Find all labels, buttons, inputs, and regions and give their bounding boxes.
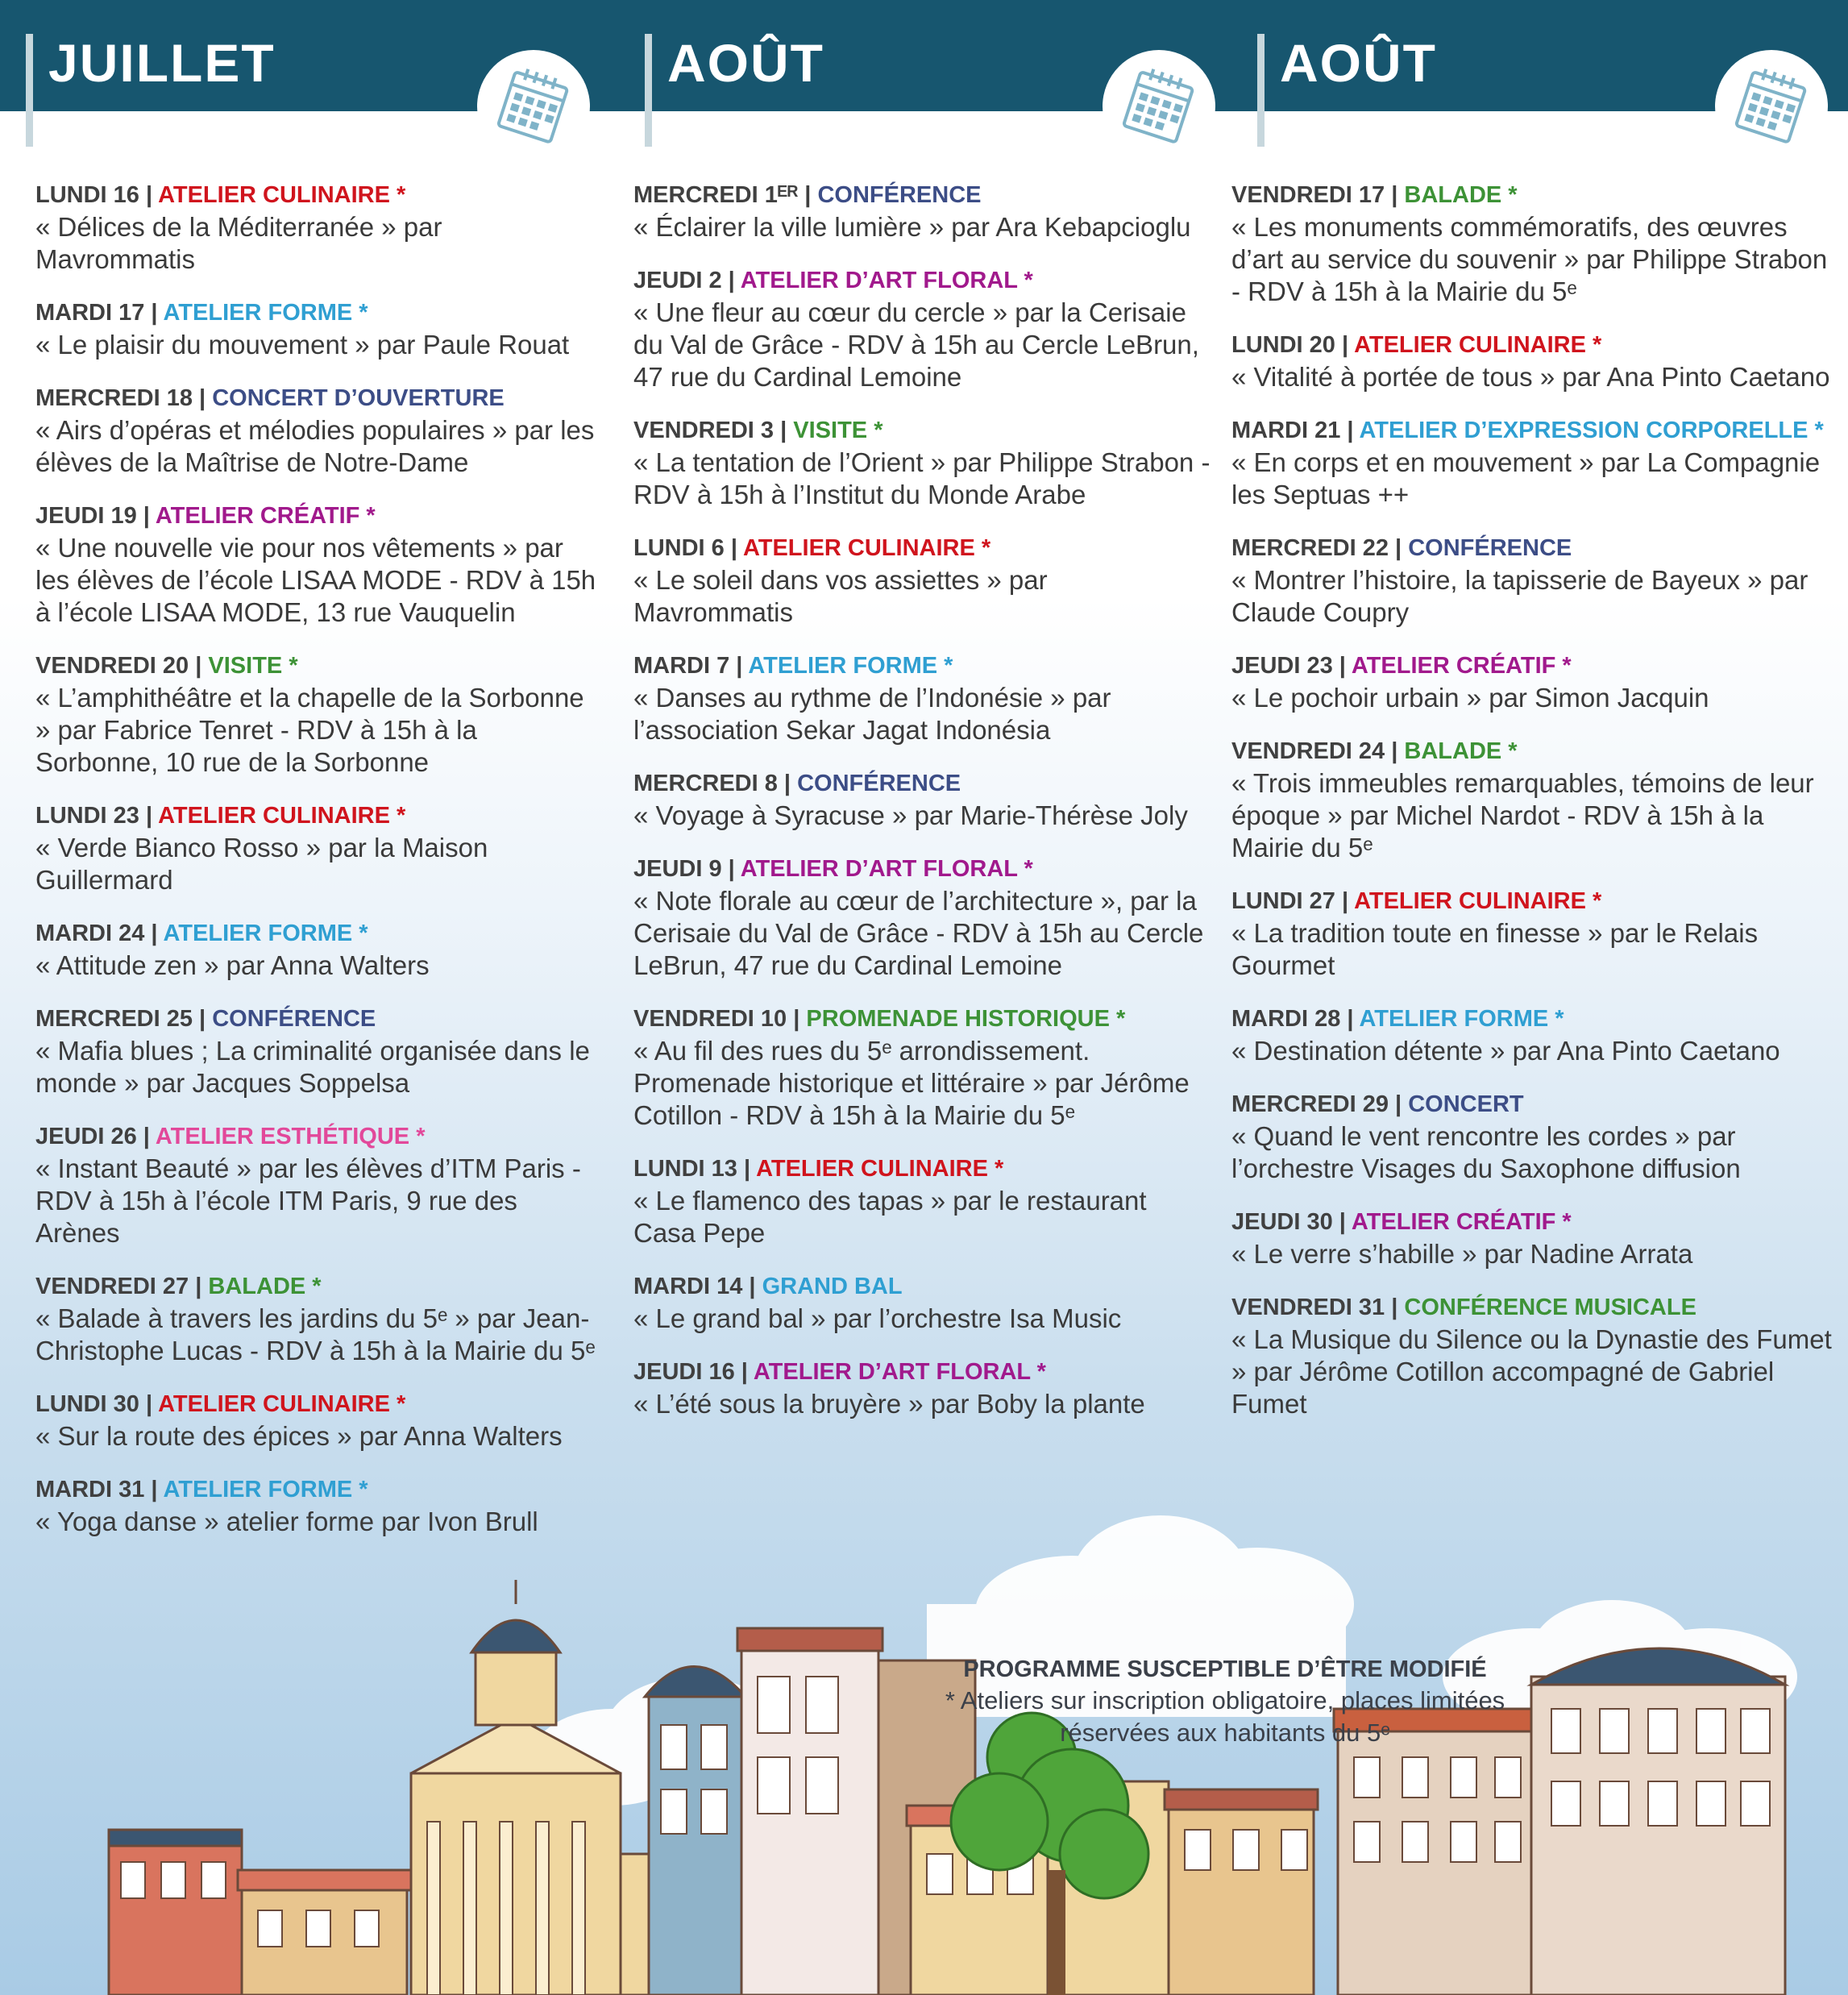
event-day: JEUDI 16 (633, 1359, 735, 1385)
event-description: « Les monuments commémoratifs, des œuvres d’art au service du souvenir » par Philippe Strabon - RDV à 15h à la Mairie du 5ᵉ (1231, 212, 1828, 306)
event-category: ATELIER CULINAIRE * (158, 182, 406, 208)
event-heading (633, 650, 1214, 682)
event-description: « Mafia blues ; La criminalité organisée dans le monde » par Jacques Soppelsa (35, 1036, 590, 1098)
event-day: VENDREDI 31 (1231, 1295, 1385, 1320)
event-description: « Note florale au cœur de l’architecture », par la Cerisaie du Val de Grâce - RDV à 15h au Cercle LeBrun, 47 rue du Cardinal Lemoine (633, 886, 1204, 980)
event-category: PROMENADE HISTORIQUE * (806, 1006, 1126, 1032)
month-header-juillet (26, 0, 590, 149)
separator: | (189, 653, 209, 679)
event-heading (1231, 532, 1836, 564)
event-description: « La tradition toute en finesse » par le Relais Gourmet (1231, 918, 1759, 980)
event-description: « Montrer l’histoire, la tapisserie de Bayeux » par Claude Coupry (1231, 565, 1809, 627)
separator: | (737, 1156, 757, 1182)
month-title: JUILLET (48, 33, 276, 93)
event-category: BALADE * (1404, 182, 1518, 208)
event-description: « La tentation de l’Orient » par Philippe Strabon - RDV à 15h à l’Institut du Monde Arabe (633, 447, 1211, 509)
event-heading (35, 382, 600, 414)
event-heading (35, 650, 600, 682)
event-day: MERCREDI 8 (633, 771, 778, 796)
event-item (35, 1270, 600, 1367)
calendar-icon (477, 50, 590, 163)
event-item (1231, 179, 1836, 308)
event-category: ATELIER CULINAIRE * (1354, 888, 1602, 914)
event-category: CONCERT (1408, 1091, 1524, 1117)
event-category: CONCERT D’OUVERTURE (212, 385, 505, 411)
event-category: ATELIER CRÉATIF * (155, 503, 376, 529)
separator: | (136, 503, 156, 529)
event-description: « Une nouvelle vie pour nos vêtements » par les élèves de l’école LISAA MODE - RDV à 15h à l’école LISAA MODE, 13 rue Vauquelin (35, 533, 596, 627)
event-day: MARDI 31 (35, 1477, 145, 1502)
event-item (35, 1120, 600, 1249)
event-item (633, 264, 1214, 393)
event-item (1231, 1291, 1836, 1420)
event-category: CONFÉRENCE (797, 771, 961, 796)
event-description: « Airs d’opéras et mélodies populaires » par les élèves de la Maîtrise de Notre-Dame (35, 415, 595, 477)
event-description: « Instant Beauté » par les élèves d’ITM Paris - RDV à 15h à l’école ITM Paris, 9 rue des Arènes (35, 1153, 581, 1248)
city-skyline-illustration (0, 1515, 1848, 1995)
separator: | (721, 856, 741, 882)
month-bar (1257, 34, 1265, 147)
month-header-aout-1 (645, 0, 1209, 149)
event-heading (35, 179, 600, 211)
event-day: JEUDI 30 (1231, 1209, 1333, 1235)
event-heading (35, 800, 600, 832)
event-description: « Le plaisir du mouvement » par Paule Rouat (35, 330, 570, 360)
event-day: JEUDI 9 (633, 856, 722, 882)
event-item (35, 179, 600, 276)
event-heading (633, 1356, 1214, 1388)
event-item (1231, 1003, 1836, 1067)
event-category: ATELIER CULINAIRE * (158, 1391, 406, 1417)
event-heading (1231, 735, 1836, 767)
separator: | (1385, 182, 1405, 208)
event-category: ATELIER FORME * (1359, 1006, 1564, 1032)
event-description: « En corps et en mouvement » par La Compagnie les Septuas ++ (1231, 447, 1821, 509)
event-heading (633, 532, 1214, 564)
event-description: « Le verre s’habille » par Nadine Arrata (1231, 1239, 1693, 1269)
separator: | (1335, 888, 1355, 914)
event-description: « Le pochoir urbain » par Simon Jacquin (1231, 683, 1709, 713)
event-day: LUNDI 16 (35, 182, 139, 208)
event-heading (35, 297, 600, 329)
event-heading (35, 917, 600, 950)
separator: | (777, 771, 798, 796)
event-item (35, 800, 600, 896)
event-category: ATELIER CRÉATIF * (1351, 653, 1572, 679)
separator: | (798, 182, 818, 208)
event-day: JEUDI 19 (35, 503, 137, 529)
event-item (1231, 329, 1836, 393)
event-item (633, 1153, 1214, 1249)
separator: | (1332, 653, 1352, 679)
event-category: ATELIER D’ART FLORAL * (740, 268, 1033, 293)
event-category: CONFÉRENCE (817, 182, 982, 208)
event-day: MERCREDI 25 (35, 1006, 193, 1032)
event-heading (35, 1003, 600, 1035)
event-heading (633, 1153, 1214, 1185)
event-day: MARDI 17 (35, 300, 145, 326)
event-day: LUNDI 13 (633, 1156, 737, 1182)
separator: | (189, 1274, 209, 1299)
event-description: « Verde Bianco Rosso » par la Maison Guillermard (35, 833, 488, 895)
separator: | (193, 1006, 213, 1032)
separator: | (1340, 1006, 1360, 1032)
event-heading (1231, 1291, 1836, 1324)
event-heading (633, 179, 1214, 211)
event-description: « Danses au rythme de l’Indonésie » par l’association Sekar Jagat Indonésia (633, 683, 1111, 745)
separator: | (1332, 1209, 1352, 1235)
event-item (35, 917, 600, 982)
event-description: « Délices de la Méditerranée » par Mavrommatis (35, 212, 442, 274)
month-title: AOÛT (1280, 33, 1437, 93)
event-description: « La Musique du Silence ou la Dynastie des Fumet » par Jérôme Cotillon accompagné de Gabriel Fumet (1231, 1324, 1832, 1419)
event-item (1231, 414, 1836, 511)
separator: | (136, 1124, 156, 1149)
event-day: JEUDI 2 (633, 268, 722, 293)
event-day: LUNDI 6 (633, 535, 725, 561)
event-item (633, 650, 1214, 746)
event-item (633, 414, 1214, 511)
event-day: MERCREDI 1ᴱᴿ (633, 182, 799, 208)
event-day: MARDI 21 (1231, 418, 1341, 443)
column-juillet (35, 179, 600, 1559)
event-description: « Le soleil dans vos assiettes » par Mavrommatis (633, 565, 1048, 627)
event-category: ATELIER CULINAIRE * (756, 1156, 1004, 1182)
event-item (1231, 1088, 1836, 1185)
separator: | (1385, 1295, 1405, 1320)
event-item (35, 650, 600, 779)
event-day: VENDREDI 24 (1231, 738, 1385, 764)
event-heading (1231, 1088, 1836, 1120)
event-item (35, 500, 600, 629)
event-description: « L’amphithéâtre et la chapelle de la Sorbonne » par Fabrice Tenret - RDV à 15h à la Sorbonne, 10 rue de la Sorbonne (35, 683, 584, 777)
separator: | (144, 1477, 164, 1502)
event-category: ATELIER FORME * (163, 1477, 368, 1502)
event-category: VISITE * (208, 653, 298, 679)
event-heading (1231, 650, 1836, 682)
event-item (35, 297, 600, 361)
event-day: MARDI 28 (1231, 1006, 1341, 1032)
event-description: « Quand le vent rencontre les cordes » par l’orchestre Visages du Saxophone diffusion (1231, 1121, 1741, 1183)
event-item (633, 179, 1214, 243)
event-description: « Trois immeubles remarquables, témoins de leur époque » par Michel Nardot - RDV à 15h à la Mairie du 5ᵉ (1231, 768, 1814, 862)
event-category: ATELIER CULINAIRE * (1354, 332, 1602, 358)
event-category: VISITE * (793, 418, 883, 443)
event-item (633, 767, 1214, 832)
event-item (633, 853, 1214, 982)
event-item (1231, 885, 1836, 982)
separator: | (724, 535, 743, 561)
event-category: ATELIER FORME * (748, 653, 953, 679)
month-title: AOÛT (667, 33, 824, 93)
event-day: VENDREDI 27 (35, 1274, 189, 1299)
event-item (1231, 532, 1836, 629)
event-category: ATELIER D’ART FLORAL * (740, 856, 1033, 882)
event-category: ATELIER FORME * (163, 921, 368, 946)
separator: | (742, 1274, 762, 1299)
event-category: ATELIER D’EXPRESSION CORPORELLE * (1359, 418, 1824, 443)
separator: | (1335, 332, 1355, 358)
event-description: « Yoga danse » atelier forme par Ivon Brull (35, 1507, 538, 1536)
event-category: BALADE * (1404, 738, 1518, 764)
event-category: CONFÉRENCE (1408, 535, 1572, 561)
separator: | (139, 1391, 159, 1417)
separator: | (1389, 1091, 1409, 1117)
column-aout-1 (633, 179, 1214, 1441)
event-category: ATELIER CULINAIRE * (742, 535, 991, 561)
calendar-icon (1103, 50, 1215, 163)
event-description: « Au fil des rues du 5ᵉ arrondissement. Promenade historique et littéraire » par Jérôme Cotillon - RDV à 15h à la Mairie du 5ᵉ (633, 1036, 1190, 1130)
event-description: « Le grand bal » par l’orchestre Isa Music (633, 1303, 1122, 1333)
event-category: ATELIER D’ART FLORAL * (753, 1359, 1046, 1385)
event-heading (1231, 885, 1836, 917)
separator: | (734, 1359, 754, 1385)
separator: | (139, 182, 159, 208)
event-heading (35, 1270, 600, 1303)
event-category: ATELIER FORME * (163, 300, 368, 326)
event-description: « Balade à travers les jardins du 5ᵉ » par Jean-Christophe Lucas - RDV à 15h à la Mairie du 5ᵉ (35, 1303, 596, 1365)
event-heading (633, 264, 1214, 297)
event-day: LUNDI 20 (1231, 332, 1335, 358)
event-item (633, 532, 1214, 629)
event-description: « Attitude zen » par Anna Walters (35, 950, 430, 980)
event-day: LUNDI 23 (35, 803, 139, 829)
event-day: VENDREDI 17 (1231, 182, 1385, 208)
event-category: ATELIER CULINAIRE * (158, 803, 406, 829)
event-day: MERCREDI 29 (1231, 1091, 1389, 1117)
separator: | (774, 418, 794, 443)
event-heading (1231, 414, 1836, 447)
event-day: MARDI 14 (633, 1274, 743, 1299)
month-bar (645, 34, 652, 147)
month-header-aout-2 (1257, 0, 1821, 149)
event-heading (35, 500, 600, 532)
separator: | (729, 653, 749, 679)
event-heading (1231, 329, 1836, 361)
event-description: « Voyage à Syracuse » par Marie-Thérèse Joly (633, 800, 1188, 830)
event-heading (35, 1388, 600, 1420)
event-item (1231, 735, 1836, 864)
event-heading (633, 1270, 1214, 1303)
event-category: ATELIER ESTHÉTIQUE * (155, 1124, 426, 1149)
event-description: « Destination détente » par Ana Pinto Caetano (1231, 1036, 1780, 1066)
event-item (633, 1270, 1214, 1335)
event-day: LUNDI 27 (1231, 888, 1335, 914)
note-title: PROGRAMME SUSCEPTIBLE D’ÊTRE MODIFIÉ (963, 1656, 1487, 1682)
separator: | (139, 803, 159, 829)
event-description: « Une fleur au cœur du cercle » par la Cerisaie du Val de Grâce - RDV à 15h au Cercle LeBrun, 47 rue du Cardinal Lemoine (633, 297, 1199, 392)
column-aout-2 (1231, 179, 1836, 1441)
separator: | (1389, 535, 1409, 561)
event-category: CONFÉRENCE MUSICALE (1404, 1295, 1696, 1320)
event-category: GRAND BAL (762, 1274, 903, 1299)
event-item (1231, 1206, 1836, 1270)
separator: | (1385, 738, 1405, 764)
event-description: « Vitalité à portée de tous » par Ana Pinto Caetano (1231, 362, 1830, 392)
event-day: VENDREDI 10 (633, 1006, 787, 1032)
event-item (35, 382, 600, 479)
event-day: MARDI 7 (633, 653, 730, 679)
separator: | (144, 300, 164, 326)
event-heading (1231, 1206, 1836, 1238)
calendar-icon (1715, 50, 1828, 163)
event-heading (633, 414, 1214, 447)
separator: | (721, 268, 741, 293)
event-heading (1231, 1003, 1836, 1035)
event-day: VENDREDI 20 (35, 653, 189, 679)
event-category: CONFÉRENCE (212, 1006, 376, 1032)
event-category: BALADE * (208, 1274, 322, 1299)
event-description: « Sur la route des épices » par Anna Walters (35, 1421, 563, 1451)
event-heading (35, 1120, 600, 1153)
program-note (919, 1654, 1531, 1749)
event-heading (633, 767, 1214, 800)
event-item (1231, 650, 1836, 714)
month-bar (26, 34, 33, 147)
event-day: JEUDI 26 (35, 1124, 137, 1149)
event-day: MERCREDI 22 (1231, 535, 1389, 561)
separator: | (193, 385, 213, 411)
event-heading (35, 1473, 600, 1506)
event-description: « Éclairer la ville lumière » par Ara Kebapcioglu (633, 212, 1191, 242)
event-day: LUNDI 30 (35, 1391, 139, 1417)
event-heading (1231, 179, 1836, 211)
event-day: VENDREDI 3 (633, 418, 774, 443)
event-category: ATELIER CRÉATIF * (1351, 1209, 1572, 1235)
event-heading (633, 853, 1214, 885)
event-item (35, 1003, 600, 1099)
event-item (35, 1388, 600, 1453)
separator: | (144, 921, 164, 946)
event-heading (633, 1003, 1214, 1035)
note-text: * Ateliers sur inscription obligatoire, places limitées réservées aux habitants du 5ᵉ (945, 1686, 1505, 1747)
event-day: JEUDI 23 (1231, 653, 1333, 679)
separator: | (787, 1006, 807, 1032)
event-item (35, 1473, 600, 1538)
event-item (633, 1003, 1214, 1132)
event-item (633, 1356, 1214, 1420)
event-day: MARDI 24 (35, 921, 145, 946)
event-description: « Le flamenco des tapas » par le restaurant Casa Pepe (633, 1186, 1147, 1248)
event-description: « L’été sous la bruyère » par Boby la plante (633, 1389, 1145, 1419)
separator: | (1340, 418, 1360, 443)
event-day: MERCREDI 18 (35, 385, 193, 411)
